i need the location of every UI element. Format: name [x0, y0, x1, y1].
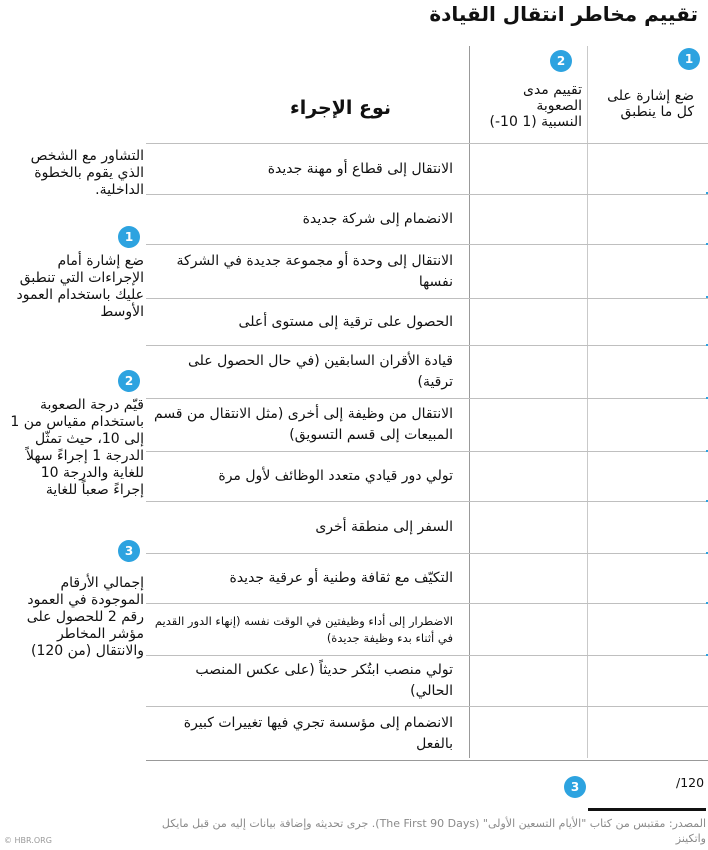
table-row-action: الاضطرار إلى أداء وظيفتين في الوقت نفسه (إنهاء الدور القديم في أثناء بدء وظيفة جديدة)	[154, 613, 453, 645]
check-column-badge: 1	[678, 48, 700, 70]
table-row-action: تولي منصب ابتُكر حديثاً (على عكس المنصب الحالي)	[195, 662, 453, 699]
step-1-badge: 1	[118, 226, 140, 248]
table-row-action: الحصول على ترقية إلى مستوى أعلى	[238, 313, 453, 330]
action-column-header: نوع الإجراء	[290, 97, 392, 119]
table-row-action: التكيّف مع ثقافة وطنية أو عرقية جديدة	[229, 570, 453, 586]
hbr-credit: © HBR.ORG	[4, 836, 52, 845]
table-row-action: السفر إلى منطقة أخرى	[315, 519, 453, 535]
table-row-action: الانضمام إلى مؤسسة تجري فيها تغييرات كبيرة بالفعل	[183, 714, 453, 752]
table-row-action: الانتقال من وظيفة إلى أخرى (مثل الانتقال من قسم المبيعات إلى قسم التسويق)	[154, 406, 453, 443]
sidebar-intro: التشاور مع الشخص الذي يقوم بالخطوة الداخلية.	[30, 148, 144, 198]
difficulty-column-badge: 2	[550, 50, 572, 72]
difficulty-column-header: تقييم مدى الصعوبة النسبية (1 10-)	[489, 82, 582, 130]
column-divider	[469, 46, 470, 758]
table-row-action: الانتقال إلى وحدة أو مجموعة جديدة في الشركة نفسها	[176, 252, 453, 290]
table-row-action: الانضمام إلى شركة جديدة	[302, 211, 453, 227]
row-divider	[146, 760, 708, 761]
table-row-action: الانتقال إلى قطاع أو مهنة جديدة	[267, 160, 453, 177]
column-divider	[587, 46, 588, 758]
table-row-action: قيادة الأقران السابقين (في حال الحصول على ترقية)	[188, 353, 453, 390]
footer-divider	[588, 808, 706, 811]
step-2-text: قيّم درجة الصعوبة باستخدام مقياس من 1 إلى 10، حيث تمثّل الدرجة 1 إجراءً سهلاً للغاية والدرجة 10 إجراءً صعباً للغاية	[10, 397, 144, 498]
step-3-badge: 3	[118, 540, 140, 562]
page-title: تقييم مخاطر انتقال القيادة	[429, 2, 698, 26]
total-badge: 3	[564, 776, 586, 798]
total-score-label: /120	[676, 775, 705, 790]
step-1-text: ضع إشارة أمام الإجراءات التي تنطبق عليك باستخدام العمود الأوسط	[16, 253, 144, 320]
step-2-badge: 2	[118, 370, 140, 392]
source-note: المصدر: مقتبس من كتاب "الأيام التسعين الأولى" (The First 90 Days). جرى تحديثه وإضافة بيانات إليه من قبل مايكل واتكينز	[161, 817, 706, 845]
table-row-action: تولي دور قيادي متعدد الوظائف لأول مرة	[218, 468, 453, 484]
step-3-text: إجمالي الأرقام الموجودة في العمود رقم 2 للحصول على مؤشر المخاطر والانتقال (من 120)	[26, 575, 144, 659]
check-column-header: ضع إشارة على كل ما ينطبق	[607, 88, 694, 120]
